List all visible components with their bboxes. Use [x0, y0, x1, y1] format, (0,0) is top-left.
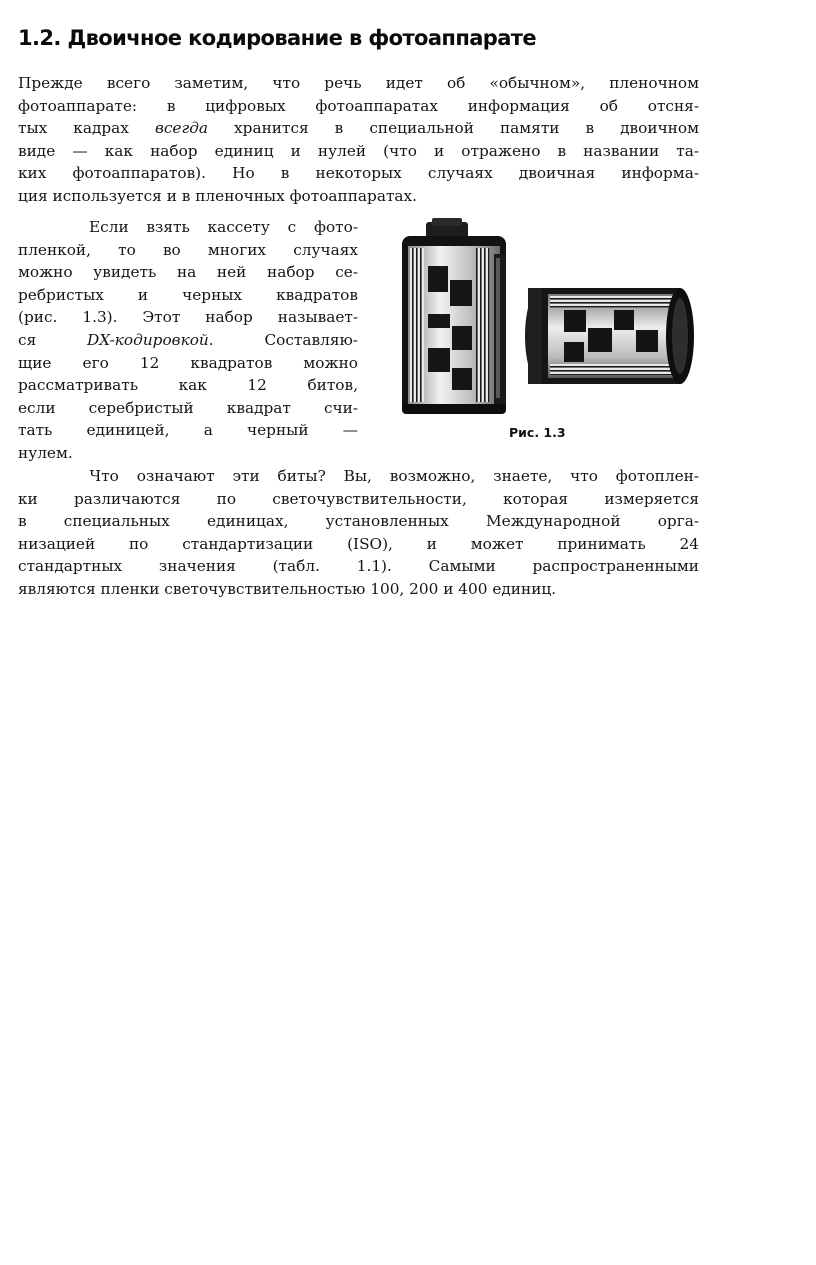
- text-line: являются пленки светочувствительностью 100, 200 и 400 единиц.: [18, 579, 557, 598]
- film-cassettes-photo: [388, 218, 706, 423]
- figure-film-cassettes: [388, 218, 706, 444]
- text-line: ся DX-кодировкой. Составляю-: [18, 330, 358, 349]
- emphasis-term: DX-кодировкой: [87, 330, 209, 349]
- emphasis-word: всегда: [154, 119, 209, 138]
- section-heading: 1.2. Двоичное кодирование в фотоаппарате: [18, 26, 537, 50]
- text-line: низацией по стандартизации (ISO), и может принимать 24: [18, 534, 699, 553]
- film-cassette-horizontal: [525, 288, 694, 384]
- text-line: виде — как набор единиц и нулей (что и отражено в названии та-: [18, 141, 699, 160]
- text-line: если серебристый квадрат счи-: [18, 398, 358, 417]
- paragraph-dx-coding: [18, 216, 358, 465]
- text-line: ких фотоаппаратов). Но в некоторых случаях двоичная информа-: [18, 164, 699, 183]
- text-line: Прежде всего заметим, что речь идет об «обычном», пленочном: [18, 74, 699, 92]
- text-line: ребристых и черных квадратов: [18, 285, 358, 304]
- text-line: фотоаппарате: в цифровых фотоаппаратах информация об отсня-: [18, 96, 699, 115]
- text-line: стандартных значения (табл. 1.1). Самыми распространенными: [18, 557, 699, 576]
- text-line: Если взять кассету с фото-: [18, 218, 358, 236]
- text-line: ция используется и в пленочных фотоаппаратах.: [18, 186, 418, 205]
- text-line: Что означают эти биты? Вы, возможно, знаете, что фотоплен-: [18, 467, 699, 485]
- text-line: рассматривать как 12 битов,: [18, 376, 358, 395]
- text-line: нулем.: [18, 443, 73, 462]
- text-line: ки различаются по светочувствительности, которая измеряется: [18, 489, 699, 508]
- text-line: щие его 12 квадратов можно: [18, 353, 358, 372]
- text-line: тых кадрах всегда хранится в специальной памяти в двоичном: [18, 119, 699, 138]
- paragraph-intro: [18, 72, 699, 208]
- text-line: в специальных единицах, установленных Международной орга-: [18, 512, 699, 531]
- paragraph-iso: [18, 465, 699, 601]
- text-line: пленкой, то во многих случаях: [18, 240, 358, 259]
- film-cassette-vertical: [402, 218, 506, 414]
- text-line: тать единицей, а черный —: [18, 421, 358, 440]
- figure-caption: Рис. 1.3: [509, 425, 566, 440]
- text-line: можно увидеть на ней набор се-: [18, 263, 358, 282]
- text-line: (рис. 1.3). Этот набор называет-: [18, 308, 358, 327]
